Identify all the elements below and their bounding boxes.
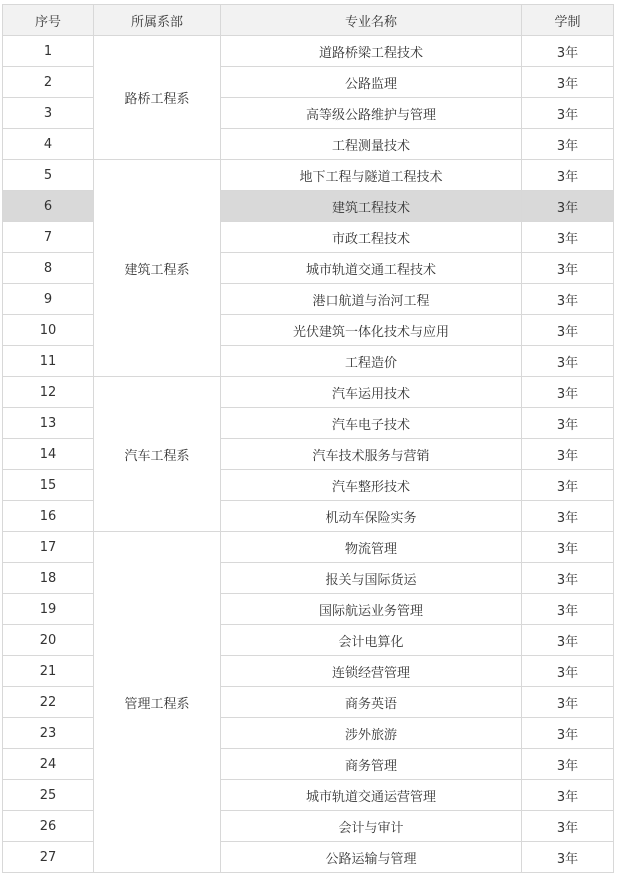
duration-cell: 3年 [522,346,614,377]
duration-cell: 3年 [522,532,614,563]
serial-cell: 8 [3,253,94,284]
serial-cell: 4 [3,129,94,160]
table-row [3,160,614,191]
major-name-cell: 高等级公路维护与管理 [221,98,522,129]
serial-cell: 18 [3,563,94,594]
major-name-cell: 报关与国际货运 [221,563,522,594]
department-cell: 建筑工程系 [94,160,221,377]
major-name-cell: 汽车电子技术 [221,408,522,439]
table-header [3,5,614,36]
duration-cell: 3年 [522,160,614,191]
duration-cell: 3年 [522,315,614,346]
major-name-cell: 汽车运用技术 [221,377,522,408]
major-name-cell: 工程造价 [221,346,522,377]
duration-cell: 3年 [522,749,614,780]
major-name-cell: 公路监理 [221,67,522,98]
duration-cell: 3年 [522,191,614,222]
duration-cell: 3年 [522,284,614,315]
duration-cell: 3年 [522,718,614,749]
table-row [3,377,614,408]
serial-cell: 2 [3,67,94,98]
major-name-cell: 汽车技术服务与营销 [221,439,522,470]
department-cell: 汽车工程系 [94,377,221,532]
duration-cell: 3年 [522,780,614,811]
major-name-cell: 商务英语 [221,687,522,718]
table-body [3,36,614,873]
duration-cell: 3年 [522,687,614,718]
serial-cell: 12 [3,377,94,408]
header-serial: 序号 [3,5,94,36]
major-name-cell: 机动车保险实务 [221,501,522,532]
major-name-cell: 城市轨道交通运营管理 [221,780,522,811]
serial-cell: 13 [3,408,94,439]
serial-cell: 7 [3,222,94,253]
duration-cell: 3年 [522,501,614,532]
major-name-cell: 道路桥梁工程技术 [221,36,522,67]
major-name-cell: 地下工程与隧道工程技术 [221,160,522,191]
major-name-cell: 建筑工程技术 [221,191,522,222]
serial-cell: 14 [3,439,94,470]
serial-cell: 26 [3,811,94,842]
major-name-cell: 会计电算化 [221,625,522,656]
major-name-cell: 商务管理 [221,749,522,780]
major-name-cell: 会计与审计 [221,811,522,842]
major-name-cell: 涉外旅游 [221,718,522,749]
majors-table [2,4,614,873]
duration-cell: 3年 [522,594,614,625]
major-name-cell: 公路运输与管理 [221,842,522,873]
header-row [3,5,614,36]
serial-cell: 27 [3,842,94,873]
duration-cell: 3年 [522,98,614,129]
duration-cell: 3年 [522,377,614,408]
serial-cell: 15 [3,470,94,501]
major-name-cell: 光伏建筑一体化技术与应用 [221,315,522,346]
major-name-cell: 工程测量技术 [221,129,522,160]
serial-cell: 3 [3,98,94,129]
serial-cell: 1 [3,36,94,67]
serial-cell: 16 [3,501,94,532]
major-name-cell: 国际航运业务管理 [221,594,522,625]
duration-cell: 3年 [522,253,614,284]
duration-cell: 3年 [522,439,614,470]
duration-cell: 3年 [522,470,614,501]
serial-cell: 21 [3,656,94,687]
major-name-cell: 汽车整形技术 [221,470,522,501]
duration-cell: 3年 [522,408,614,439]
department-cell: 路桥工程系 [94,36,221,160]
serial-cell: 22 [3,687,94,718]
duration-cell: 3年 [522,563,614,594]
duration-cell: 3年 [522,811,614,842]
major-name-cell: 港口航道与治河工程 [221,284,522,315]
header-duration: 学制 [522,5,614,36]
table-row [3,532,614,563]
duration-cell: 3年 [522,222,614,253]
serial-cell: 10 [3,315,94,346]
serial-cell: 5 [3,160,94,191]
major-name-cell: 市政工程技术 [221,222,522,253]
table-row [3,36,614,67]
header-department: 所属系部 [94,5,221,36]
duration-cell: 3年 [522,36,614,67]
serial-cell: 9 [3,284,94,315]
serial-cell: 25 [3,780,94,811]
header-major-name: 专业名称 [221,5,522,36]
serial-cell: 17 [3,532,94,563]
serial-cell: 11 [3,346,94,377]
duration-cell: 3年 [522,129,614,160]
serial-cell: 20 [3,625,94,656]
duration-cell: 3年 [522,625,614,656]
major-name-cell: 物流管理 [221,532,522,563]
duration-cell: 3年 [522,656,614,687]
serial-cell: 24 [3,749,94,780]
department-cell: 管理工程系 [94,532,221,873]
major-name-cell: 连锁经营管理 [221,656,522,687]
serial-cell: 6 [3,191,94,222]
duration-cell: 3年 [522,842,614,873]
major-name-cell: 城市轨道交通工程技术 [221,253,522,284]
serial-cell: 23 [3,718,94,749]
duration-cell: 3年 [522,67,614,98]
serial-cell: 19 [3,594,94,625]
